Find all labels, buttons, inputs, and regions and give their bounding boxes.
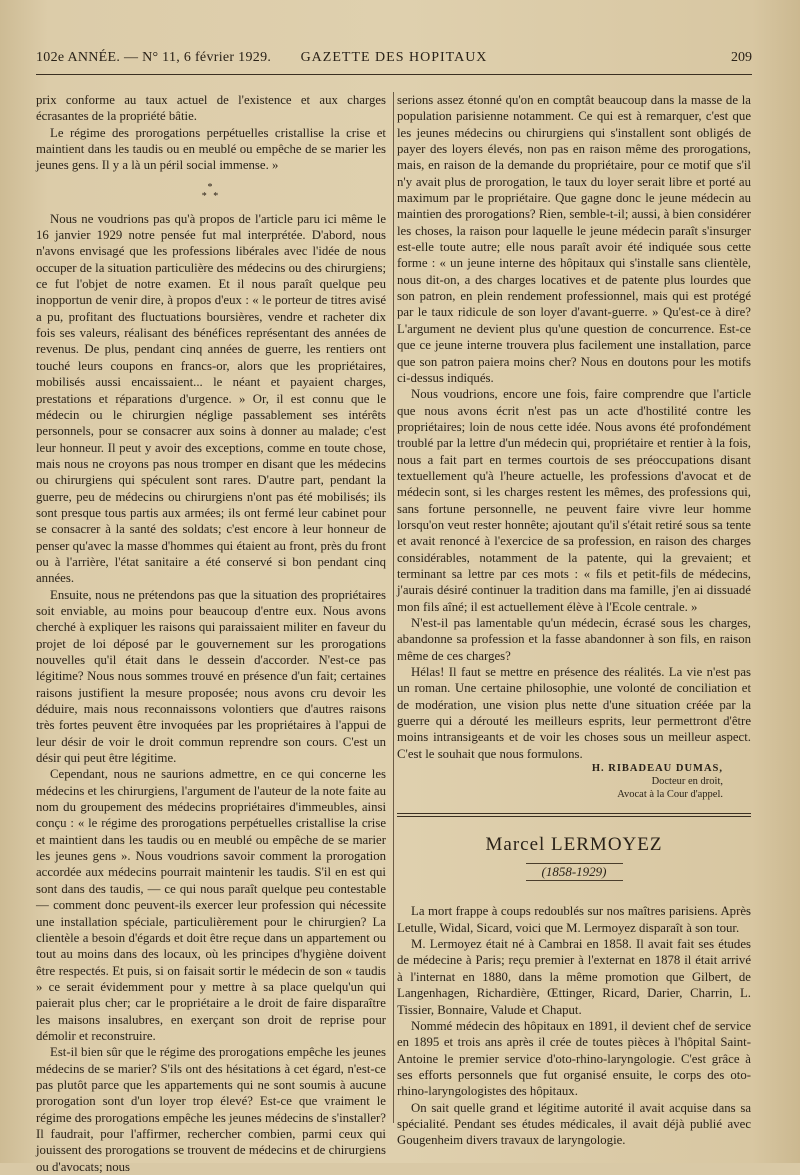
paragraph: serions assez étonné qu'on en comptât beaucoup dans la masse de la population parisienne notamment. Ce qui est à remarquer, c'est que les jeunes médecins ou chirurgiens qui s'installent sont obligés de payer des loyers élevés, non pas en raison même des prorogations, mais, en raison de la demande du propriétaire, pour ce motif que s'il n'y avait plus de prorogation, le taux du loyer serait libre et porté au maximum par le propriétaire. Que gagne donc le jeune médecin au maintien des prorogations? Rien, semble-t-il; aussi, à bien considérer les choses, la raison pour laquelle le jeune médecin paraît s'insurger est-elle toute autre; elle nous paraît avoir été indiquée sous cette forme : « un jeune interne des hôpitaux qui s'installe sans clientèle, nous dit-on, a des charges locatives et de patente plus lourdes que son patron, en plein rendement professionnel, mais qui est protégé par le taux ridicule de son loyer d'avant-guerre. » Qu'est-ce à dire? L'argument ne devient plus qu'une question de concurrence. Est-ce que ce jeune interne trouvera plus facilement une installation, parce que son patron paiera moins cher? Nous en doutons pour les motifs ci-dessus indiqués. xyxy=(397,93,751,385)
page-header xyxy=(36,50,752,72)
issue-info: 102e ANNÉE. — N° 11, 6 février 1929. xyxy=(36,50,272,65)
obituary-dates-text: (1858-1929) xyxy=(526,863,623,881)
obituary-dates xyxy=(397,863,751,881)
paragraph: Ensuite, nous ne prétendons pas que la situation des propriétaires soit enviable, au moins pour beaucoup d'entre eux. Nous avons cherché à expliquer les raisons qui paraissaient militer en faveur du projet de loi déposé par le gouvernement sur les prorogations nouvelles qu'il était dans le dessein d'accorder. N'est-ce pas légitime? Nous nous sommes trouvé en présence d'un fait; certaines raisons justifient la mesure proposée; nous avons cru devoir les déduire, mais nous reconnaissons volontiers que d'autres raisons très fortes peuvent être invoquées par les propriétaires à l'appui de leur désir de voir le droit commun reprendre son cours. C'est un désir qui peut être légitime. xyxy=(36,587,386,766)
asterism: * * * xyxy=(201,181,221,202)
author-title: Docteur en droit, xyxy=(651,776,723,788)
article-signature xyxy=(397,762,751,801)
paragraph: M. Lermoyez était né à Cambrai en 1858. Il avait fait ses études de médecine à Paris; reçu premier à l'externat en 1878 il était arrivé à l'internat en 1880, dans la même promotion que Gilbert, de Langenhagen, Richardière, Œttinger, Ricard, Darier, Charrin, L. Tissier, Bonnaire, Valude et Chaput. xyxy=(397,937,751,1017)
paragraph: Cependant, nous ne saurions admettre, en ce qui concerne les médecins et les chirurgiens, l'argument de l'auteur de la note faite au nom du groupement des médecins propriétaires d'immeubles, ainsi conçu : « le régime des prorogations perpétuelles cristallise la crise et maintient dans les taudis ou en meublé ou empêche de se marier les jeunes gens ». Nous voudrions savoir comment la prorogation accordée aux médecins pourrait maintenir les taudis. S'il en est qui sont dans des taudis, — ce qui nous paraît quelque peu contestable — comment donc peuvent-ils exercer leur profession qui nécessite une installation spéciale, particulièrement pour le chirurgien? La clientèle a besoin d'égards et doit être reçue dans un appartement ou tout au moins dans des locaux, où les principes d'hygiène doivent être respectés. Et puis, si on faisait sortir le médecin de son « taudis » ce serait évidemment pour y mettre à sa place quelqu'un qui paierait plus cher; car le propriétaire a le droit de faire disparaître les maisons insalubres, en exerçant son droit de reprise pour démolir et reconstruire. xyxy=(36,767,386,1043)
paragraph: Le régime des prorogations perpétuelles cristallise la crise et maintient dans les taudis ou en meublé ou empêche de se marier les jeunes gens. Il y a là un péril social immense. » xyxy=(36,125,386,173)
paragraph: Nommé médecin des hôpitaux en 1891, il devient chef de service en 1895 et trois ans après il crée de toutes pièces à l'hôpital Saint-Antoine le premier service d'oto-rhino-laryngologie. C'est grâce à ses efforts personnels que fut organisé ensuite, le corps des oto-rhino-laryngologistes des hôpitaux. xyxy=(397,1018,751,1099)
author-name: H. RIBADEAU DUMAS, xyxy=(591,763,723,775)
paragraph: Hélas! Il faut se mettre en présence des réalités. La vie n'est pas un roman. Une certaine philosophie, une volonté de conciliation et de modération, une vision plus nette d'une situation créée par la guerre qui a dérouté les meilleurs esprits, leur permettront d'être moins intransigeants et de voir les choses sous un meilleur aspect. C'est le souhait que nous formulons. xyxy=(397,665,751,761)
paragraph: Nous voudrions, encore une fois, faire comprendre que l'article que nous avons écrit n'est pas un acte d'hostilité contre les propriétaires; loin de nous cette idée. Nous avons été profondément troublé par la lettre d'un médecin qui, propriétaire et rentier à la fois, nous a fait part en termes courtois de ses préoccupations disant textuellement qu'à l'heure actuelle, les professions d'avocat et de médecin sont, si les charges restent les mêmes, des professions qui, sans fortune personnelle, ne peuvent faire vivre leur homme lorsqu'on veut rester honnête; ajoutant qu'il s'était retiré sous sa tente et avait renoncé à l'exercice de sa profession, en raison des charges considérables, notamment de la patente, qui la grevaient; et terminant sa lettre par ces mots : « fils et petit-fils de médecins, j'aurais désiré continuer la tradition dans ma famille, j'en ai dissuadé mon fils aîné; il est actuellement élève à l'Ecole centrale. » xyxy=(397,387,751,614)
paragraph: Nous ne voudrions pas qu'à propos de l'article paru ici même le 16 janvier 1929 notre pensée fut mal interprétée. D'abord, nous n'avons envisagé que les professions libérales avec l'idée de nous occuper de la situation particulière des médecins ou des chirurgiens; ce fut l'objet de notre examen. Et il nous paraît quelque peu inopportun de venir dire, à propos d'eux : « le porteur de titres avisé a pu, profitant des fluctuations boursières, vendre et racheter dix fois ses valeurs, réalisant des bénéfices représentant des années de revenus. De plus, pendant cinq années de guerre, les rentiers ont touché leurs coupons en francs-or, alors que les propriétaires, mobilisés aussi encaissaient... le néant et payaient charges, prestations et réparations d'urgence. » Or, il est connu que le médecin ou le chirurgien néglige passablement ses intérêts personnels, pour se consacrer aux soins à donner au malade; c'est leur honneur. Il peut y avoir des exceptions, comme en toute chose, mais nous ne croyons pas nous tromper en disant que les médecins ou chirurgiens qui spéculent sont rares. D'autre part, pendant la guerre, peu de médecins ou chirurgiens n'ont pas été mobilisés; ils sont presque tous partis aux armées; ils ont fermé leur cabinet pour se consacrer à la santé des soldats; c'est encore à leur honneur de penser qu'avec la masse d'hommes qui étaient au front, près du front ou à l'arrière, l'état sanitaire a été conservé si bon pendant cinq années. xyxy=(36,211,386,586)
paragraph: Est-il bien sûr que le régime des prorogations empêche les jeunes médecins de se marier? S'ils ont des hésitations à cet égard, n'est-ce pas plutôt parce que les appartements qui ne sont soumis à aucune prorogation sont d'un loyer trop élevé? Est-ce que vraiment le régime des prorogations empêche les jeunes médecins de s'installer? Il faudrait, pour l'affirmer, rechercher combien, parmi ceux qui jouissent des prorogations se trouvent de médecins et de chirurgiens ou d'avocats; nous xyxy=(36,1045,386,1174)
author-affiliation: Avocat à la Cour d'appel. xyxy=(617,789,723,801)
paragraph: On sait quelle grand et légitime autorité il avait acquise dans sa spécialité. Pendant ses études médicales, il avait déjà publié avec Gougenheim divers travaux de laryngologie. xyxy=(397,1100,751,1148)
left-column xyxy=(36,92,386,1174)
header-rule xyxy=(36,74,752,75)
publication-title: GAZETTE DES HOPITAUX xyxy=(300,50,488,65)
paragraph: N'est-il pas lamentable qu'un médecin, écrasé sous les charges, abandonne sa profession et la fasse abandonner à son fils, en raison même de ces charges? xyxy=(397,616,751,663)
right-column xyxy=(397,92,751,1148)
page-number: 209 xyxy=(731,50,752,65)
obituary-title: Marcel LERMOYEZ xyxy=(485,834,663,856)
paragraph: La mort frappe à coups redoublés sur nos maîtres parisiens. Après Letulle, Widal, Sicard, voici que M. Lermoyez disparaît à son tour. xyxy=(397,904,751,935)
column-divider xyxy=(393,92,394,1123)
section-rule xyxy=(397,813,751,817)
paragraph: prix conforme au taux actuel de l'existence et aux charges écrasantes de la propriété bâtie. xyxy=(36,93,386,124)
